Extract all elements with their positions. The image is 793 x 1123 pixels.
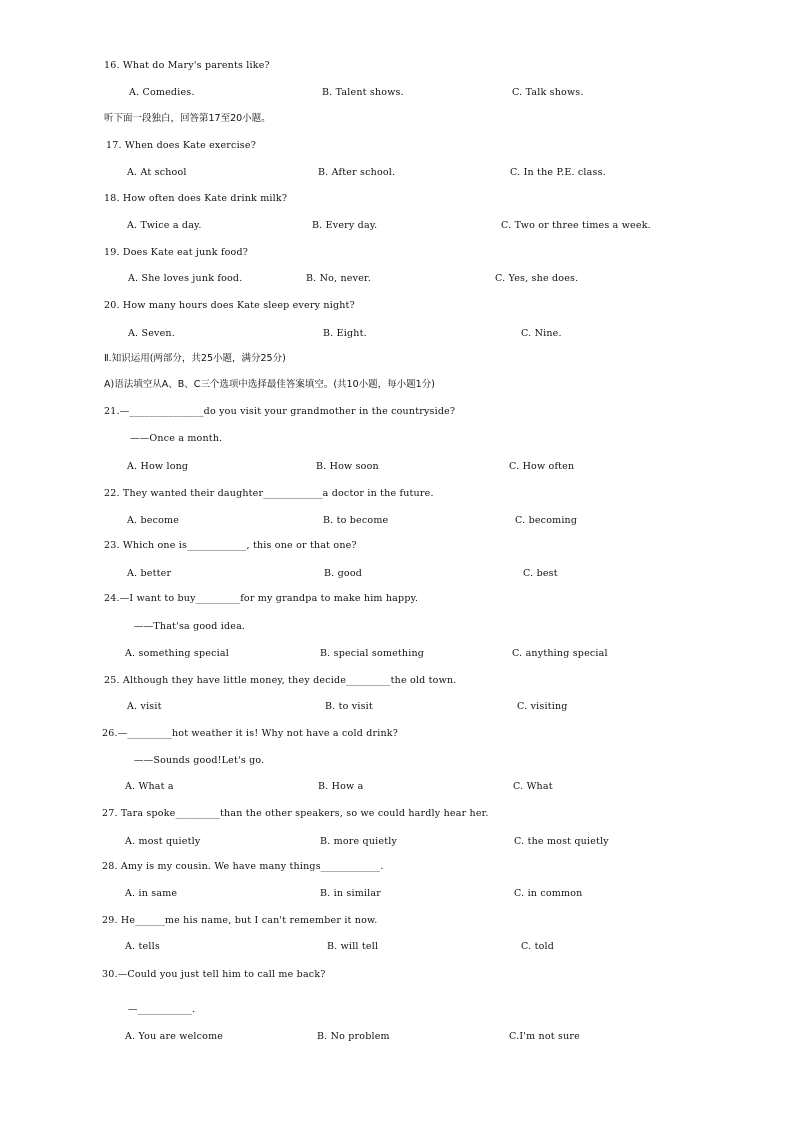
question-23-option-a: A. better	[127, 568, 172, 579]
question-27-stem: 27. Tara spoke_________than the other speakers, so we could hardly hear her.	[102, 808, 489, 819]
question-18-option-c: C. Two or three times a week.	[501, 220, 651, 231]
question-30-option-c: C.I'm not sure	[509, 1031, 580, 1042]
question-23-option-b: B. good	[324, 568, 363, 579]
question-19-option-c: C. Yes, she does.	[495, 273, 579, 284]
question-24-option-c: C. anything special	[512, 648, 608, 659]
section-2a-title: A)语法填空从A、B、C三个选项中选择最佳答案填空。(共10小题，每小题1分)	[104, 379, 435, 390]
question-19-option-a: A. She loves junk food.	[128, 273, 243, 284]
question-27-option-a: A. most quietly	[125, 836, 201, 847]
listening-section-note: 听下面一段独白，回答第17至20小题。	[104, 113, 271, 124]
question-21-reply: ——Once a month.	[130, 433, 223, 444]
question-19-option-b: B. No, never.	[306, 273, 371, 284]
question-24-option-b: B. special something	[320, 648, 425, 659]
question-26-option-b: B. How a	[318, 781, 364, 792]
question-26-option-a: A. What a	[125, 781, 174, 792]
question-29-stem: 29. He______me his name, but I can't remember it now.	[102, 915, 378, 926]
question-16-option-c: C. Talk shows.	[512, 87, 584, 98]
question-21-stem: 21.—_______________do you visit your grandmother in the countryside?	[104, 406, 456, 417]
question-22-option-b: B. to become	[323, 515, 389, 526]
question-27-option-c: C. the most quietly	[514, 836, 609, 847]
question-25-option-c: C. visiting	[517, 701, 568, 712]
question-21-option-c: C. How often	[509, 461, 575, 472]
question-26-reply: ——Sounds good!Let's go.	[134, 755, 265, 766]
question-25-option-b: B. to visit	[325, 701, 373, 712]
question-30-reply: —___________.	[128, 1004, 196, 1015]
question-26-option-c: C. What	[513, 781, 553, 792]
question-20-option-a: A. Seven.	[128, 328, 175, 339]
question-21-option-b: B. How soon	[316, 461, 379, 472]
question-25-stem: 25. Although they have little money, they decide_________the old town.	[104, 675, 457, 686]
question-17-stem: 17. When does Kate exercise?	[106, 140, 257, 151]
question-24-option-a: A. something special	[125, 648, 229, 659]
question-20-option-b: B. Eight.	[323, 328, 367, 339]
question-23-stem: 23. Which one is____________, this one or that one?	[104, 540, 357, 551]
question-28-option-c: C. in common	[514, 888, 583, 899]
question-17-option-c: C. In the P.E. class.	[510, 167, 606, 178]
question-21-option-a: A. How long	[127, 461, 189, 472]
question-30-stem: 30.—Could you just tell him to call me back?	[102, 969, 326, 980]
question-26-stem: 26.—_________hot weather it is! Why not have a cold drink?	[102, 728, 399, 739]
question-23-option-c: C. best	[523, 568, 558, 579]
question-29-option-a: A. tells	[125, 941, 160, 952]
question-29-option-b: B. will tell	[327, 941, 379, 952]
question-22-stem: 22. They wanted their daughter____________a doctor in the future.	[104, 488, 434, 499]
question-20-stem: 20. How many hours does Kate sleep every night?	[104, 300, 355, 311]
question-16-option-b: B. Talent shows.	[322, 87, 404, 98]
question-28-stem: 28. Amy is my cousin. We have many things____________.	[102, 861, 384, 872]
question-30-option-a: A. You are welcome	[125, 1031, 224, 1042]
question-19-stem: 19. Does Kate eat junk food?	[104, 247, 249, 258]
question-28-option-a: A. in same	[125, 888, 178, 899]
question-17-option-b: B. After school.	[318, 167, 396, 178]
question-28-option-b: B. in similar	[320, 888, 382, 899]
question-18-option-b: B. Every day.	[312, 220, 378, 231]
question-16-stem: 16. What do Mary's parents like?	[104, 60, 270, 71]
question-22-option-a: A. become	[127, 515, 180, 526]
question-17-option-a: A. At school	[127, 167, 187, 178]
question-25-option-a: A. visit	[127, 701, 162, 712]
question-24-stem: 24.—I want to buy_________for my grandpa to make him happy.	[104, 593, 419, 604]
question-20-option-c: C. Nine.	[521, 328, 562, 339]
question-29-option-c: C. told	[521, 941, 555, 952]
question-18-option-a: A. Twice a day.	[127, 220, 202, 231]
question-18-stem: 18. How often does Kate drink milk?	[104, 193, 288, 204]
question-24-reply: ——That'sa good idea.	[134, 621, 246, 632]
question-16-option-a: A. Comedies.	[129, 87, 195, 98]
section-2-title: Ⅱ.知识运用(两部分，共25小题，满分25分)	[104, 353, 286, 364]
question-22-option-c: C. becoming	[515, 515, 578, 526]
question-30-option-b: B. No problem	[317, 1031, 390, 1042]
question-27-option-b: B. more quietly	[320, 836, 398, 847]
